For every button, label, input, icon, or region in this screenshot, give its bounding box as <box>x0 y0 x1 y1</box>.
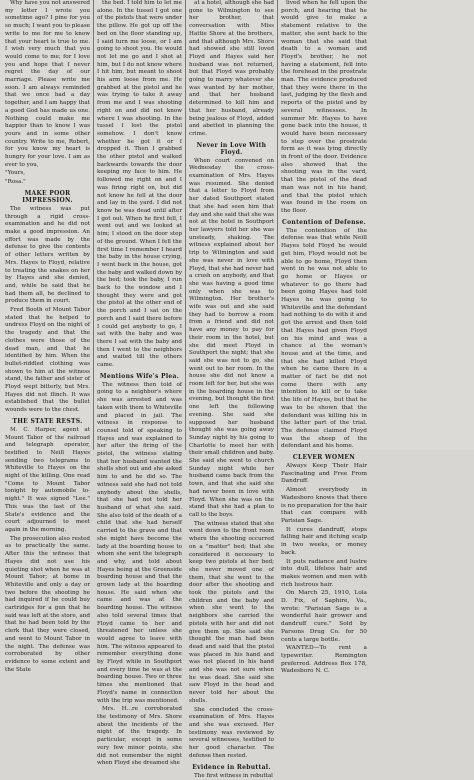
section-heading: THE STATE RESTS. <box>5 418 90 425</box>
article-paragraph: Mrs. H...re corroborated the testimony of Mrs. Shore about the incidents of the night of the tragedy. In particular, except in some very few minor points, she did not remember the night when Floyd she dreamed she <box>97 706 182 768</box>
letter-signature: "Rosa." <box>5 179 90 187</box>
article-paragraph: Fred Booth of Mount Tabor stated that he helped to undress Floyd on the night of the tragedy and that the clothes were those of the dead man, and that he identified by him. When the bullet-riddled clothing was shown to him at the witness stand, the father and sister of Floyd wept bitterly, but Mrs. Hayes did not flinch. It was established that the bullet wounds were to the chest. <box>5 307 90 415</box>
column-4 <box>278 0 370 450</box>
article-paragraph: lived when he fell upon the porch, and hearing that he would give to make a statement relative to the matter, she sent back to the woman that she said that death to a woman and Floyd's brother, he not having a statement, fell into the forehead in the prostrate man. The evidence produced that they were there in the last, judging by the flesh and reports of the pistol and by several witnesses. In summer Mr. Hayes to have gone back into the house, it would have been necessary to step over the prostrate form as it was lying directly in front of the door. Evidence also showed that the shooting was in the vard, that the pistol of the dead man was not in his hand, and that the pistol which was found in the room on the floor. <box>281 0 367 216</box>
section-heading: CLEVER WOMEN <box>281 454 367 461</box>
article-paragraph: The witness then told of going to a neighbor's where she was arrested and was taken with them to Whiteville and placed in jail. The witness in response to counsel told of speaking to Hayes and was explained to her after the firing of the pistol, the witness stating that her husband wanted the shells shot out and she asked him to and he did so. The witness said she had not told anybody about the shells, that she had not told her husband of what she said. She also told of the death of a child that she had herself carried to the grave and that she might have become the lady at the boarding house to whom she sent the telegraph and why, and told about Hayes being at the Greenside boarding house and that the grown lady at the boarding house. He said when she came and was at the boarding house. The witness also told several times that Floyd came to her and threatened her unless she would agree to leave with him. The witness appeared to remember everything done by Floyd while in Southport and every time he was at the boarding house. Two or three times she mentioned that Floyd's name in connection with the trip was mentioned. <box>97 382 182 706</box>
article-paragraph: The first witness in rebuttal <box>189 773 274 780</box>
article-paragraph: The witness was put through a rigid cross-examination and he did not make a good impression. An effort was made by the defense to give the contents of other letters written by Mrs. Hayes to Floyd, relative to treating the snakes on her by Hayes and she denied, and, while he said that he had them all, he declined to produce them in court. <box>5 206 90 306</box>
column-2 <box>94 0 186 450</box>
article-paragraph: Almost everybody in Wadesboro knows that there is no preparation for the hair that can compare with Parisian Sage. <box>281 487 367 526</box>
section-heading: Never in Love With Floyd. <box>189 142 274 156</box>
article-paragraph: WANTED—To rent a typewriter. Remington preferred. Address Box 178, Wadesboro N. C. <box>281 645 367 676</box>
article-paragraph: She concluded the cross-examination of Mrs. Hayes and she was excused. Her testimony was reviewed by several witnesses, testified to her good character. The defense then rested. <box>189 707 274 761</box>
article-paragraph: The witness stated that she went down to the front room where the shooting occurred on a "matter" bed; that she considered it necessary to keep two pistols at her bed; she never moved one of them, that she went to the door after the shooting and took the pistols and the children and the baby and when she went to the neighbors she carried the pistols with her and did not give them up. She said she thought the man had been dead and said that the pistol was placed in his hand and was not placed in his hand and she was not sure when he was dead. She said she saw Floyd in the head and never told her about the shells. <box>189 521 274 706</box>
article-paragraph: M. C. Harper, agent at Mount Tabor of the railroad and telegraph operator, testified to Neill Hayes sending two telegrams to Whiteville to Hayes on the night of the killing. One read "Come to Mount Tabor tonight by automobile to-night." It was signed "Lee." This was the last of the State's evidence and the court adjourned to meet again in the morning. <box>5 427 90 535</box>
section-heading: Evidence in Rebuttal. <box>189 764 274 771</box>
letter-signature: "Yours, <box>5 170 90 178</box>
article-paragraph: Why have you not answered my letter I wrote you sometime ago? I pine for you so much; I want you to please write to me for me to know that your heart is true to me. I wish very much that you would come to me; for I love you and hope that I never regret the day of our marriage. Please write me soon. I am always reminded that we once had a day together, and I am happy that a good God has made us one. Nothing could make me happier than to know I was yours and in some other country. Write to me, Robert, for you know my heart is hungry for your love. I am as ever to you, <box>5 0 90 169</box>
article-paragraph: The contention of the defense was that while Neill Hayes told Floyd he would get him, Floyd would not be able to go home, Floyd then went in he was not able to go home or Hayes or whatever to go there had been going Hayes had told Hayes he was going to Whiteville and the defendant had nothing to do with it and got the arrest and then told that Hayes had given Floyd on his mind and was a chance at the woman's house and at the time, and that she had killed Floyd when he came there in a matter of fact he did not come there with any intention to kill or to take the life of Hayes, but that he was to be shown that the defendant was killing his in the latter part of the trial. The defense claimed Floyd was the sheep of the defendant and his home. <box>281 228 367 451</box>
column-1 <box>2 0 94 450</box>
article-paragraph: It cures dandruff, stops falling hair and itching scalp in two weeks, or money back. <box>281 527 367 558</box>
section-heading: Mentions Wife's Plea. <box>97 373 182 380</box>
article-paragraph: the bed. I told him to let me alone. In the tussel I got one of the pistols that were under the pillow. He got up off the bed on the floor standing up, I said turn me loose, or I am going to shoot you. He would not let me go and I shot at him, but I do not know where I hit him, but meant to shoot his arm loose from me. He grabbed at the pistol and he was trying to take it away from me and I was shooting right on and did not know where I was shooting. In the tussel I lost the pistol somehow. I don't know whether he got it or I dropped it. Then I grabbed the other pistol and walked backwards towards the door keeping my face to him. He followed me right on and I was firing right on, but did not know he fell at the door and lay in the yard. I did not know he was dead until after I got out. When he first fell, I went out and we looked at him; I stood on the door step of the ground. When I fell the first time I remember I heard the baby in the house crying, I went back in the house, got the baby and walked down by the bed; took the baby, I run back to the window and I thought they were and got the pistol at the other end of the porch and I sat on the porch and I said there before I could get anybody to go, I sat with the baby and was there I sat with the baby and then I went to the neighbors and waited till the others came. <box>97 0 182 370</box>
section-heading: MAKE POOR IMPRESSION. <box>5 190 90 204</box>
article-paragraph: On March 25, 1910, Lola D. Fix, of Saphire, Va., wrote: "Parisian Sage is a wonderful hair grower and dandruff cure." Sold by Parsons Drug Co. for 50 cents a large bottle. <box>281 590 367 644</box>
article-paragraph: at a hotel, although she had gone to Wilmington to see her brother, that conversation with Miss Hattie Shore at the brothers, and that although Mrs. Shore had showed she still loved Floyd and Hayes said her husband was not returned, but that Floyd was probably going to marry whatever she was wanted by her mother, and that her husband determined to kill him and that her husband, already being jealous of Floyd, added and abetted in planning the crime. <box>189 0 274 139</box>
section-heading: Contention of Defense. <box>281 219 367 226</box>
article-paragraph: When court convened on Wednesday the cross-examination of Mrs. Hayes was resumed. She denied that a letter to Floyd from her dated Southport stated that she had seen him that day and she said that she was not at the hotel in Southport her lawyers told her she was unsteady, shaking. The witness explained about her trip to Wilmington and said she was never in love with Floyd, that she had never had a crush on anybody, and that she was having a good time only when she was to Wilmington. Her brother's wife was out and she said they had to borrow a room from a friend and did not have any money to pay for their room in the hotel, but she did meet Floyd in Southport the night; that she said she was not to go, she went out to her room. In the house she did not know a room left for her, but she was in the boarding house in the evening, but thought the first one left the following evening. She said she supposed her husband thought she was going away Sunday night by his going to Charlotte to meet her with their small children and baby. She said she went to church Sunday night while her husband came back from the town, and that she said she had never been in love with Floyd. When she was on the stand that she had a plan to call to the boys. <box>189 158 274 520</box>
column-3 <box>186 0 278 450</box>
article-paragraph: The prosecution also rested as to practically the same. After this the witness that Hayes did not use his quieting shot when he was at Mount Tabor; at home in Whiteville and only a day or two before the shooting he had inquired if he could buy cartridges for a gun that he said was left at the store, and that he had been told by the clerk that they were closed, and went to Mount Tabor in the night. The defense was corroborated by other evidence to some extent and the State <box>5 536 90 675</box>
article-paragraph: It puts radiance and lustre into dull, lifeless hair and makes women and men with rich lustrous hair. <box>281 559 367 590</box>
article-paragraph: Always Keep Their Hair Fascinating and Free From Dandruff. <box>281 463 367 486</box>
